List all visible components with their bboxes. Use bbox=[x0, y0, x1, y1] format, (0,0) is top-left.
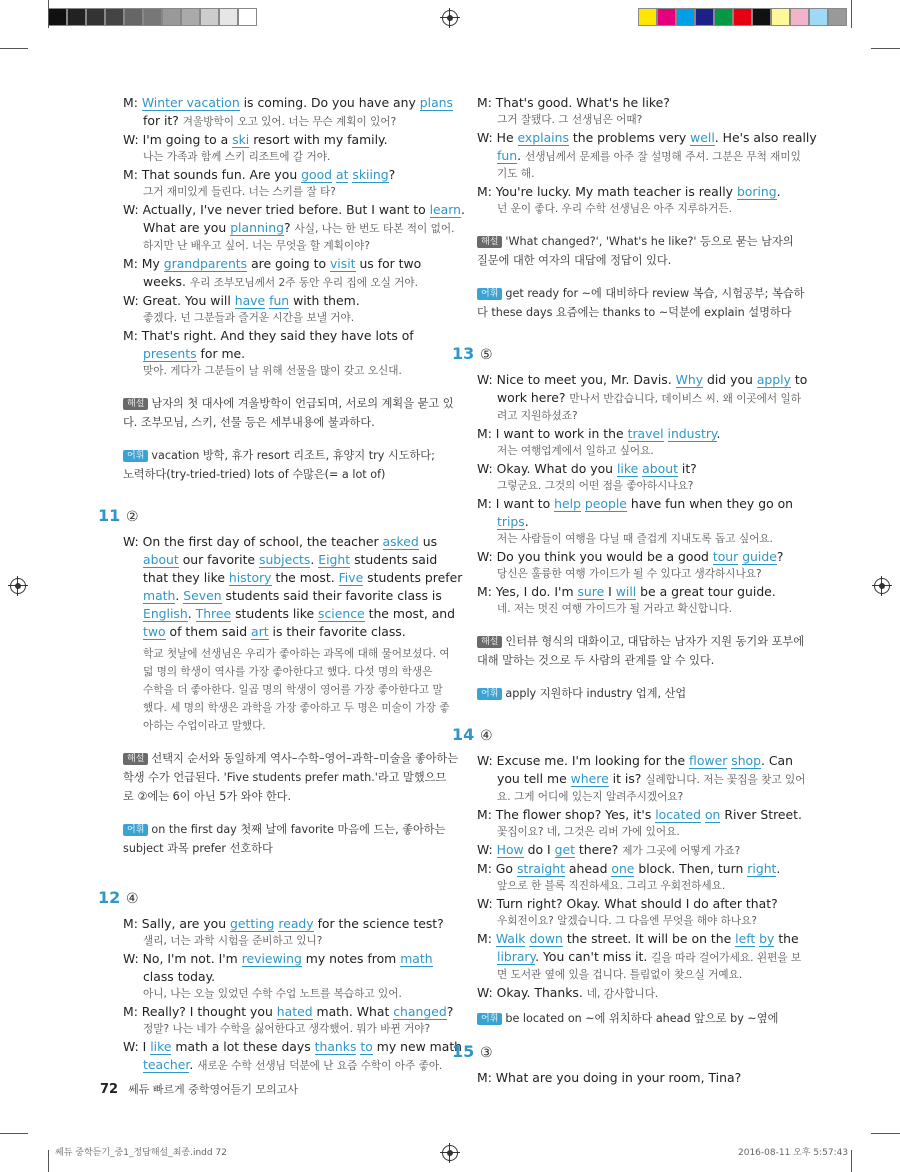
question-header bbox=[452, 725, 782, 744]
translation-line: 네. 저는 멋진 여행 가이드가 될 거라고 확신합니다. bbox=[497, 603, 732, 615]
vocabulary-note: 어휘 on the first day 첫째 날에 favorite 마음에 드는, 좋아하는 subject 과목 prefer 선호하다 bbox=[123, 823, 446, 855]
translation-line: 그거 잘됐다. 그 선생님은 어때? bbox=[497, 114, 643, 126]
dialogue-line: M: Sally, are you getting ready for the science test? bbox=[123, 916, 444, 931]
crop-mark bbox=[871, 48, 900, 49]
translation-line: 앞으로 한 블록 직진하세요. 그리고 우회전하세요. bbox=[497, 880, 726, 892]
dialogue-line: you tell me where it is? 실례합니다. 저는 꽃집을 찾고 있어 bbox=[497, 771, 806, 786]
dialogue-line: about our favorite subjects. Eight students said bbox=[143, 552, 438, 567]
dialogue-line: W: Excuse me. I'm looking for the flower shop. Can bbox=[477, 753, 793, 768]
dialogue-line: M: My grandparents are going to visit us for two bbox=[123, 256, 422, 271]
explanation-badge: 해설 bbox=[123, 753, 148, 765]
translation-line: 저는 사람들이 여행을 다닐 때 즐겁게 지내도록 돕고 싶어요. bbox=[497, 533, 773, 545]
crop-mark bbox=[871, 1133, 900, 1134]
translation-line: 샐리, 너는 과학 시험을 준비하고 있니? bbox=[143, 935, 323, 947]
registration-mark-bottom bbox=[442, 1145, 458, 1161]
answer-choice: ③ bbox=[480, 1045, 493, 1061]
book-title: 쎄듀 빠르게 중학영어듣기 모의고사 bbox=[128, 1083, 298, 1096]
q13-dialogue bbox=[477, 371, 808, 618]
translation-line: 맞아. 게다가 그분들이 날 위해 선물을 많이 갖고 오신대. bbox=[143, 365, 402, 377]
dialogue-line: M: Yes, I do. I'm sure I will be a great tour guide. bbox=[477, 584, 776, 599]
q12-dialogue-continued bbox=[477, 94, 817, 218]
vocabulary-badge: 어휘 bbox=[477, 288, 502, 300]
question-number: 15 bbox=[452, 1042, 475, 1061]
dialogue-line: W: Turn right? Okay. What should I do after that? bbox=[477, 896, 778, 911]
dialogue-line: W: Okay. Thanks. 네, 감사합니다. bbox=[477, 985, 659, 1000]
answer-choice: ④ bbox=[126, 891, 139, 907]
vocabulary-note: 어휘 be located on ~에 위치하다 ahead 앞으로 by ~옆에 bbox=[477, 1009, 782, 1028]
right-column bbox=[452, 94, 817, 1087]
translation-line: 아니, 나는 오늘 있었던 수학 수업 노트를 복습하고 있어. bbox=[143, 988, 402, 1000]
question-header bbox=[452, 1042, 782, 1061]
dialogue-line: M: That sounds fun. Are you good at skiing? bbox=[123, 167, 396, 182]
translation-line: 그렇군요. 그것의 어떤 점을 좋아하시나요? bbox=[497, 480, 694, 492]
dialogue-line: W: Nice to meet you, Mr. Davis. Why did you apply to bbox=[477, 372, 808, 387]
dialogue-line: W: Do you think you would be a good tour guide? bbox=[477, 549, 784, 564]
print-date: 2016-08-11 오후 5:57:43 bbox=[738, 1148, 849, 1158]
answer-choice: ② bbox=[126, 509, 139, 525]
dialogue-line: W: He explains the problems very well. He's also really bbox=[477, 130, 817, 145]
q14-dialogue bbox=[477, 752, 806, 1003]
page-number: 72 bbox=[100, 1082, 119, 1097]
translation-line: 넌 운이 좋다. 우리 수학 선생님은 아주 지루하거든. bbox=[497, 203, 732, 215]
vocabulary-note: 어휘 get ready for ~에 대비하다 review 복습, 시험공부; 복습하 다 these days 요즘에는 thanks to ~덕분에 explain 설명하다 bbox=[477, 287, 805, 319]
dialogue-line: M: You're lucky. My math teacher is really boring. bbox=[477, 184, 781, 199]
registration-mark-right bbox=[874, 578, 890, 594]
dialogue-line: trips. bbox=[497, 514, 529, 529]
crop-mark bbox=[48, 0, 49, 28]
explanation-note: 해설 인터뷰 형식의 대화이고, 대답하는 남자가 지원 동기와 포부에 대해 말하는 것으로 두 사람의 관계를 알 수 있다. bbox=[477, 635, 805, 667]
cmyk-color-bar bbox=[638, 8, 847, 26]
translation-line: 요. 그게 어디에 있는지 알려주시겠어요? bbox=[497, 791, 684, 803]
dialogue-line: M: Go straight ahead one block. Then, turn right. bbox=[477, 861, 781, 876]
dialogue-line: What are you planning? 사실, 나는 한 번도 타본 적이 없어. bbox=[143, 220, 455, 235]
dialogue-line: library. You can't miss it. 길을 따라 걸어가세요. 왼편을 보 bbox=[497, 949, 802, 964]
crop-mark bbox=[851, 1150, 852, 1172]
q12-dialogue bbox=[123, 915, 463, 1075]
q11-script bbox=[123, 533, 463, 641]
crop-mark bbox=[48, 1150, 49, 1172]
dialogue-line: class today. bbox=[143, 969, 216, 984]
crop-mark bbox=[851, 0, 852, 28]
translation-line: 면 도서관 옆에 있을 겁니다. 틀림없이 찾으실 거예요. bbox=[497, 969, 743, 981]
dialogue-line: M: That's good. What's he like? bbox=[477, 95, 670, 110]
translation-line: 하지만 난 배우고 싶어. 너는 무엇을 할 계획이야? bbox=[143, 240, 370, 252]
question-header bbox=[452, 344, 782, 363]
translation-line: 나는 가족과 함께 스키 리조트에 갈 거야. bbox=[143, 151, 331, 163]
dialogue-line: presents for me. bbox=[143, 346, 246, 361]
dialogue-line: W: Okay. What do you like about it? bbox=[477, 461, 697, 476]
dialogue-line: W: I'm going to a ski resort with my family. bbox=[123, 132, 388, 147]
page-footer bbox=[100, 1081, 298, 1097]
translation-line: 정말? 나는 네가 수학을 싫어한다고 생각했어. 뭐가 바뀐 거야? bbox=[143, 1023, 431, 1035]
answer-choice: ④ bbox=[480, 728, 493, 744]
dialogue-line: M: Winter vacation is coming. Do you have any plans bbox=[123, 95, 453, 110]
dialogue-line: weeks. 우리 조부모님께서 2주 동안 우리 집에 오실 거야. bbox=[143, 274, 419, 289]
registration-mark-left bbox=[10, 578, 26, 594]
translation-line: 저는 여행업계에서 일하고 싶어요. bbox=[497, 445, 654, 457]
vocabulary-badge: 어휘 bbox=[477, 1013, 502, 1025]
explanation-badge: 해설 bbox=[123, 398, 148, 410]
grayscale-color-bar bbox=[48, 8, 257, 26]
translation-line: 꽃집이요? 네, 그것은 리버 가에 있어요. bbox=[497, 826, 680, 838]
answer-choice: ⑤ bbox=[480, 347, 493, 363]
dialogue-line: fun. 선생님께서 문제를 아주 잘 설명해 주셔. 그분은 무척 재미있 bbox=[497, 148, 801, 163]
question-number: 14 bbox=[452, 725, 475, 744]
vocabulary-badge: 어휘 bbox=[123, 450, 148, 462]
dialogue-line: that they like history the most. Five students prefer bbox=[143, 570, 463, 585]
dialogue-line: math. Seven students said their favorite class is bbox=[143, 588, 442, 603]
dialogue-line: teacher. 새로운 수학 선생님 덕분에 난 요즘 수학이 아주 좋아. bbox=[143, 1057, 443, 1072]
translation-line: 그거 재미있게 들린다. 너는 스키를 잘 타? bbox=[143, 186, 336, 198]
dialogue-line: English. Three students like science the most, and bbox=[143, 606, 456, 621]
translation-line: 려고 지원하셨죠? bbox=[497, 410, 578, 422]
question-number: 11 bbox=[98, 506, 121, 525]
q11-translation: 학교 첫날에 선생님은 우리가 좋아하는 과목에 대해 물어보셨다. 여 덟 명의 학생이 역사를 가장 좋아한다고 했다. 다섯 명의 학생은 수학을 더 좋아한다. 일곱 명의 학생이 영어를 가장 좋아한다고 말 했다. 세 명의 학생은 과학을 가장 좋아하고 두 명은 미술이 가장 좋 아하는 수업이라고 말했다. bbox=[143, 648, 450, 732]
explanation-note: 해설 남자의 첫 대사에 겨울방학이 언급되며, 서로의 계획을 묻고 있 다. 조부모님, 스키, 선물 등은 세부내용에 불과하다. bbox=[123, 397, 454, 429]
explanation-badge: 해설 bbox=[477, 236, 502, 248]
dialogue-line: W: On the first day of school, the teacher asked us bbox=[123, 534, 438, 549]
translation-line: 당신은 훌륭한 여행 가이드가 될 수 있다고 생각하시나요? bbox=[497, 568, 762, 580]
dialogue-line: W: Great. You will have fun with them. bbox=[123, 293, 360, 308]
dialogue-line: W: How do I get there? 제가 그곳에 어떻게 가죠? bbox=[477, 842, 741, 857]
question-header bbox=[98, 888, 441, 907]
crop-mark bbox=[0, 48, 28, 49]
question-number: 12 bbox=[98, 888, 121, 907]
dialogue-line: M: I want to help people have fun when they go on bbox=[477, 496, 794, 511]
question-number: 13 bbox=[452, 344, 475, 363]
crop-mark bbox=[0, 1133, 28, 1134]
dialogue-line: work here? 만나서 반갑습니다, 데이비스 씨. 왜 이곳에서 일하 bbox=[497, 390, 801, 405]
question-header bbox=[98, 506, 441, 525]
vocabulary-badge: 어휘 bbox=[477, 688, 502, 700]
registration-mark-top bbox=[442, 10, 458, 26]
vocabulary-note: 어휘 apply 지원하다 industry 업계, 산업 bbox=[477, 684, 782, 703]
dialogue-line: two of them said art is their favorite class. bbox=[143, 624, 406, 639]
dialogue-line: for it? 겨울방학이 오고 있어. 너는 무슨 계획이 있어? bbox=[143, 113, 397, 128]
dialogue-line: M: The flower shop? Yes, it's located on River Street. bbox=[477, 807, 802, 822]
vocabulary-badge: 어휘 bbox=[123, 824, 148, 836]
explanation-note: 해설 'What changed?', 'What's he like?' 등으로 묻는 남자의 질문에 대한 여자의 대답에 정답이 있다. bbox=[477, 235, 794, 267]
dialogue-line: M: What are you doing in your room, Tina? bbox=[477, 1070, 742, 1085]
dialogue-line: M: Walk down the street. It will be on the left by the bbox=[477, 931, 799, 946]
file-slug: 쎄듀 중학듣기_중1_정답해설_최종.indd 72 bbox=[55, 1148, 227, 1158]
dialogue-line: M: Really? I thought you hated math. What changed? bbox=[123, 1004, 454, 1019]
explanation-note: 해설 선택지 순서와 동일하게 역사–수학–영어–과학–미술을 좋아하는 학생 수가 언급된다. 'Five students prefer math.'라고 말했으므 로 ②에는 6이 아닌 5가 와야 한다. bbox=[123, 752, 459, 803]
vocabulary-note: 어휘 vacation 방학, 휴가 resort 리조트, 휴양지 try 시도하다; 노력하다(try-tried-tried) lots of 수많은(= a lot of) bbox=[123, 449, 435, 481]
dialogue-line: W: I like math a lot these days thanks to my new math bbox=[123, 1039, 463, 1054]
translation-line: 기도 해. bbox=[497, 168, 535, 180]
dialogue-line: W: Actually, I've never tried before. But I want to learn. bbox=[123, 202, 465, 217]
dialogue-line: W: No, I'm not. I'm reviewing my notes from math bbox=[123, 951, 433, 966]
translation-line: 좋겠다. 넌 그분들과 즐거운 시간을 보낼 거야. bbox=[143, 312, 355, 324]
dialogue-line: M: That's right. And they said they have lots of bbox=[123, 328, 414, 343]
dialogue-line: M: I want to work in the travel industry. bbox=[477, 426, 721, 441]
translation-line: 우회전이요? 알겠습니다. 그 다음엔 무엇을 해야 하나요? bbox=[497, 915, 757, 927]
explanation-badge: 해설 bbox=[477, 636, 502, 648]
